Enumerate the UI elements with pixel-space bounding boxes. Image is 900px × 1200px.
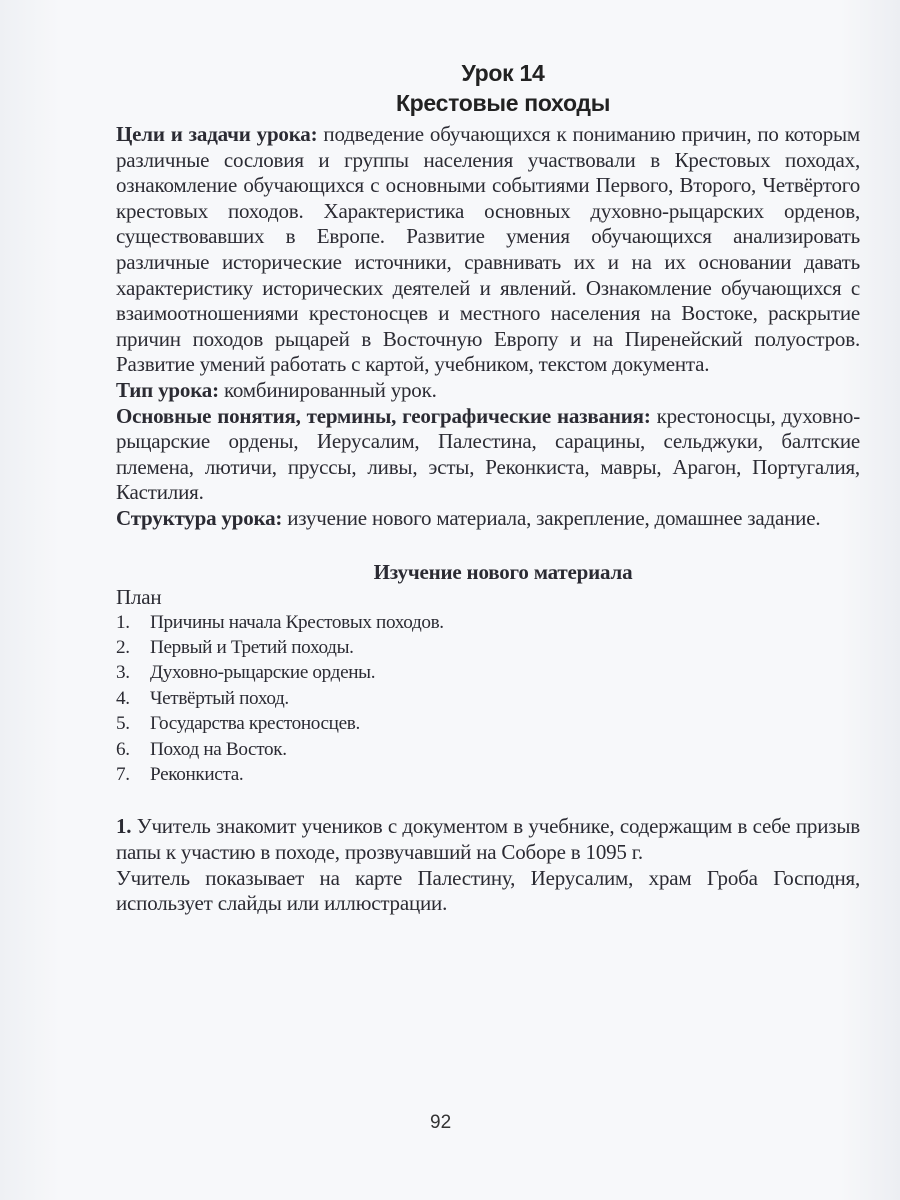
step1-paragraph <box>116 814 860 865</box>
lesson-type-label: Тип урока: <box>116 377 219 402</box>
goals-text: подведение обучающихся к пониманию причин, по которым различные сословия и группы населения участвовали в Крестовых походах, ознакомление обучающихся с основными событиями Первого, Второго, Четвёртого крестовых походов. Характеристика основных духовно-рыцарских орденов, существовавших в Европе. Развитие умения обучающихся анализировать различные исторические источники, сравнивать их и на их основании давать характеристику исторических деятелей и явлений. Ознакомление обучающихся с взаимоотношениями крестоносцев и местного населения на Востоке, раскрытие причин походов рыцарей в Восточную Европу и на Пиренейский полуостров. Развитие умений работать с картой, учебником, текстом документа. <box>116 122 861 377</box>
page-number: 92 <box>430 1112 452 1133</box>
plan-item: 5. Государства крестоносцев. <box>116 713 360 735</box>
lesson-type-text: комбинированный урок. <box>218 377 437 402</box>
step1-text: Учитель знакомит учеников с документом в учебнике, содержащим в себе призыв папы к участию в походе, прозвучавший на Соборе в 1095 г. <box>116 814 860 864</box>
plan-list <box>116 610 860 788</box>
plan-item: 2. Первый и Третий походы. <box>116 636 354 658</box>
lesson-number: Урок 14 <box>461 60 545 86</box>
plan-item: 7. Реконкиста. <box>116 763 244 785</box>
concepts-label: Основные понятия, термины, географические названия: <box>116 403 651 428</box>
structure-label: Структура урока: <box>116 505 283 530</box>
plan-item: 4. Четвёртый поход. <box>116 687 289 709</box>
plan-label: План <box>116 584 162 609</box>
spacer <box>116 787 860 814</box>
concepts-paragraph <box>116 404 860 506</box>
structure-text: изучение нового материала, закрепление, домашнее задание. <box>282 505 821 530</box>
plan-item: 3. Духовно-рыцарские ордены. <box>116 662 376 684</box>
step1-label: 1. <box>116 814 132 839</box>
section-title-new-material: Изучение нового материала <box>373 559 633 584</box>
plan-item: 6. Поход на Восток. <box>116 738 287 760</box>
step1-followup-paragraph: Учитель показывает на карте Палестину, Иерусалим, храм Гроба Господня, использует слайды или иллюстрации. <box>116 865 860 916</box>
goals-paragraph <box>116 122 860 378</box>
lesson-type-paragraph <box>116 378 860 404</box>
plan-item: 1. Причины начала Крестовых походов. <box>116 611 444 633</box>
lesson-title: Крестовые походы <box>395 90 611 116</box>
page-content <box>116 58 860 917</box>
goals-label: Цели и задачи урока: <box>116 122 318 146</box>
concepts-text: крестоносцы, духовно-рыцарские ордены, Иерусалим, Палестина, сарацины, сельджуки, балтские племена, лютичи, пруссы, ливы, эсты, Реконкиста, мавры, Арагон, Португалия, Кастилия. <box>116 403 860 505</box>
structure-paragraph <box>116 506 860 532</box>
